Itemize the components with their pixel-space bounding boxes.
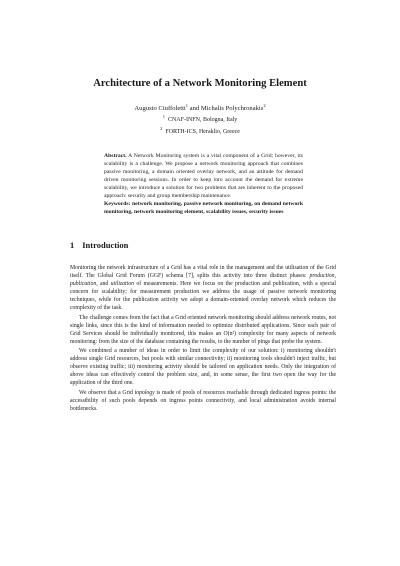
section-heading — [70, 240, 128, 250]
paragraph-text: complexity for many aspects of network monitoring: from the size of the database containing the results, to the number of pings that probe the system. — [70, 330, 336, 345]
affiliation-mark: 2 — [263, 103, 266, 108]
affiliation — [20, 125, 380, 137]
emphasis: utilization — [110, 281, 134, 288]
author-name: Augusto Ciuffoletti — [134, 105, 186, 113]
affiliation — [20, 113, 380, 125]
paper-title: Architecture of a Network Monitoring Element — [93, 78, 307, 89]
paragraph-text: , — [334, 273, 336, 280]
emphasis: publication — [70, 281, 97, 288]
abstract-body — [104, 153, 303, 201]
paragraph-text: Monitoring the network infrastructure of a Grid has a vital role in the management and the utilisation of the Grid itself. The Global Grid Forum (GGF) schema [7], splits this activity into three distinct phases: — [70, 265, 336, 280]
affiliation-mark: 1 — [185, 103, 189, 108]
emphasis: topology — [134, 389, 155, 396]
paragraph — [70, 264, 336, 312]
keywords — [104, 201, 303, 217]
author-name: Michalis Polychronakis — [200, 105, 264, 113]
emphasis: production — [309, 273, 335, 280]
paragraph-text: is made of pools of resources reachable through dedicated ingress points: the accessibility of such pools depends on ingress points connectivity, and local administration avoids internal bottlenecks. — [70, 389, 336, 412]
section-title: Introduction — [82, 240, 129, 250]
math-expression: O(n²) — [223, 330, 237, 337]
author-line — [20, 101, 380, 113]
affiliation-text: CNAF-INFN, Bologna, Italy — [167, 117, 238, 123]
author-joiner: and — [188, 105, 201, 113]
affiliation-text: FORTH-ICS, Heraklio, Greece — [165, 128, 240, 135]
keywords-label: Keywords: — [104, 200, 131, 207]
section-number: 1 — [70, 240, 75, 250]
abstract — [104, 153, 303, 217]
affiliation-list — [20, 113, 380, 136]
keywords-text: network monitoring, passive network monitoring, on demand network monitoring, network monitoring element, scalability issues, security issues — [104, 200, 303, 215]
abstract-text: A Network Monitoring system is a vital component of a Grid; however, its scalability is a challenge. We propose a network monitoring approach that combines passive monitoring, a domain oriented overlay network, and an attitude for demand driven monitoring sessions. In order to keep into account the demand for extreme scalability, we introduce a solution for two problems that are inherent to the proposed approach: security and group membership maintenance. — [104, 153, 303, 199]
abstract-label: Abstract. — [104, 153, 127, 159]
section-body — [70, 264, 336, 414]
affiliation-mark: 1 — [162, 114, 165, 119]
paragraph — [70, 314, 336, 346]
paragraph: We combined a number of ideas in order to limit the complexity of our solution: i) monitoring shouldn't address single Grid resources, but pools with similar connectivity; ii) monitoring tools shouldn't inject traffic, but observe existing traffic; iii) monitoring activity should be tailored on application needs. Only the integration of above ideas can effectively control the problem size, and, in some sense, the first two open the way for the application of the third one. — [70, 348, 336, 387]
paragraph-text: of measurements. Here we focus on the production and publication, with a special concern for scalability; for measurement production we address the usage of passive network monitoring techniques, while for the publication activity we adopt a domain-oriented overlay network which reduces the complexity of the task. — [70, 281, 337, 312]
paragraph — [70, 389, 336, 413]
paragraph-text: The challenge comes from the fact that a Grid oriented network monitoring should address network routes, not single links, since this is the kind of information needed to optimize distributed applications. Since each pair of Grid Services should be individually monitored, this makes an — [70, 314, 336, 337]
affiliation-mark: 2 — [160, 125, 163, 131]
paragraph-text: , and — [96, 281, 111, 288]
paragraph-text: We observe that a Grid — [79, 389, 135, 396]
